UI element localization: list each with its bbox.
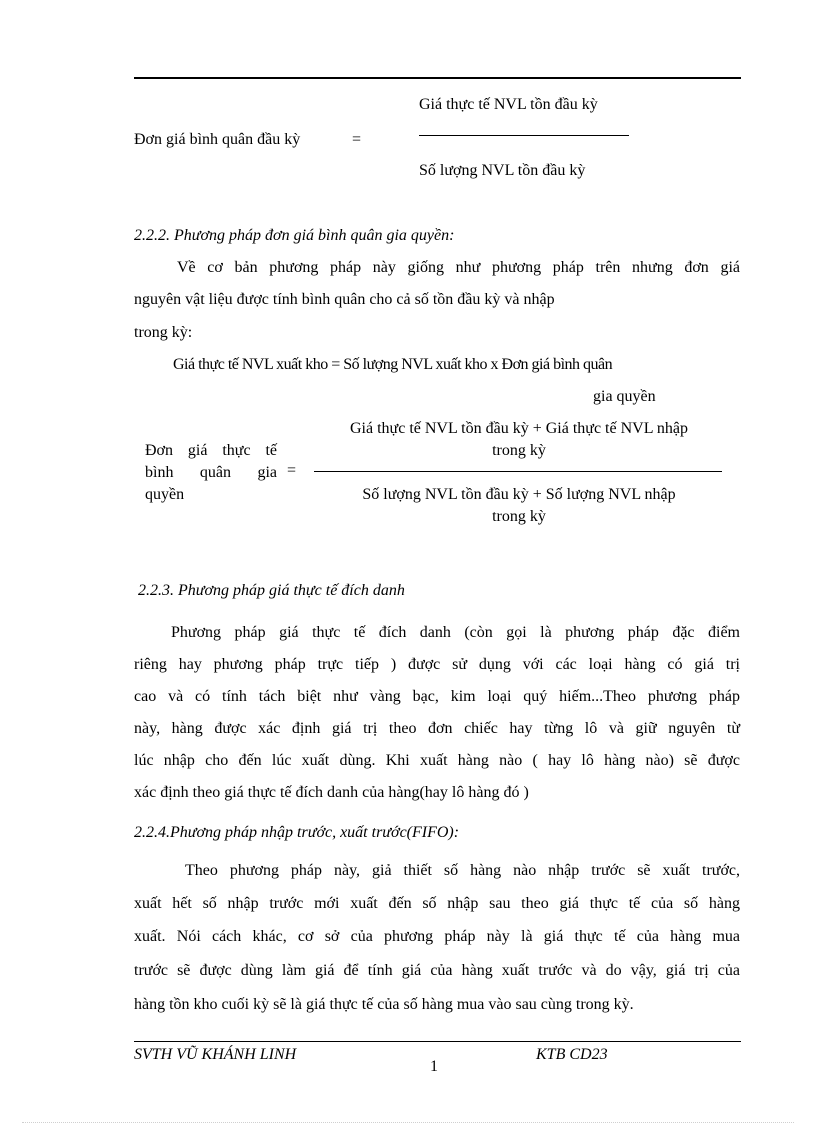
formula-export-value: Giá thực tế NVL xuất kho = Số lượng NVL xuất kho x Đơn giá bình quân bbox=[173, 356, 613, 373]
section-223-line4: này, hàng được xác định giá trị theo đơn chiếc hay từng lô và giữ nguyên từ bbox=[134, 720, 740, 737]
formula1-lhs: Đơn giá bình quân đầu kỳ bbox=[134, 131, 301, 148]
formula2-denominator-line2: trong kỳ bbox=[492, 508, 546, 525]
section-222-line1: Về cơ bản phương pháp này giống như phương pháp trên nhưng đơn giá bbox=[177, 259, 740, 276]
formula2-lhs-line3: quyền bbox=[145, 486, 185, 503]
formula2-denominator bbox=[314, 484, 724, 528]
formula-export-value-cont: gia quyền bbox=[593, 388, 656, 405]
formula2-lhs-line2: bình quân gia bbox=[145, 464, 277, 481]
section-223-line1: Phương pháp giá thực tế đích danh (còn gọi là phương pháp đặc điểm bbox=[171, 624, 740, 641]
formula2-numerator bbox=[314, 418, 724, 462]
footer-class-code: KTB CD23 bbox=[536, 1046, 608, 1063]
formula2-numerator-line1: Giá thực tế NVL tồn đầu kỳ + Giá thực tế NVL nhập bbox=[350, 420, 688, 437]
formula1-numerator: Giá thực tế NVL tồn đầu kỳ bbox=[419, 96, 598, 113]
formula2-lhs-line1: Đơn giá thực tế bbox=[145, 442, 277, 459]
formula1-equals: = bbox=[352, 131, 362, 148]
header-rule bbox=[134, 77, 741, 79]
formula2-equals: = bbox=[287, 462, 297, 479]
section-222-heading: 2.2.2. Phương pháp đơn giá bình quân gia quyền: bbox=[134, 227, 455, 244]
footer-page-number: 1 bbox=[430, 1058, 438, 1075]
section-224-heading: 2.2.4.Phương pháp nhập trước, xuất trước(FIFO): bbox=[134, 824, 460, 841]
section-223-line3: cao và có tính tách biệt như vàng bạc, kim loại quý hiếm...Theo phương pháp bbox=[134, 688, 740, 705]
section-224-line5: hàng tồn kho cuối kỳ sẽ là giá thực tế của số hàng mua vào sau cùng trong kỳ. bbox=[134, 996, 634, 1013]
footer-rule bbox=[134, 1041, 741, 1042]
formula1-denominator: Số lượng NVL tồn đầu kỳ bbox=[419, 162, 586, 179]
section-223-line6: xác định theo giá thực tế đích danh của hàng(hay lô hàng đó ) bbox=[134, 784, 529, 801]
formula2-fraction-bar bbox=[314, 471, 722, 472]
section-224-line4: trước sẽ được dùng làm giá để tính giá của hàng xuất trước và do vậy, giá trị của bbox=[134, 962, 740, 979]
formula2-lhs bbox=[145, 440, 277, 506]
footer-author: SVTH VŨ KHÁNH LINH bbox=[134, 1046, 297, 1063]
section-223-line5: lúc nhập cho đến lúc xuất dùng. Khi xuất hàng nào ( hay lô hàng nào) sẽ được bbox=[134, 752, 740, 769]
section-223-line2: riêng hay phương pháp trực tiếp ) được sử dụng với các loại hàng có giá trị bbox=[134, 656, 740, 673]
formula2-numerator-line2: trong kỳ bbox=[492, 442, 546, 459]
section-224-line3: xuất. Nói cách khác, cơ sở của phương pháp này là giá thực tế của hàng mua bbox=[134, 928, 740, 945]
section-222-line2: nguyên vật liệu được tính bình quân cho cả số tồn đầu kỳ và nhập bbox=[134, 291, 555, 308]
section-222-line3: trong kỳ: bbox=[134, 324, 193, 341]
section-224-line2: xuất hết số nhập trước mới xuất đến số nhập sau theo giá thực tế của số hàng bbox=[134, 895, 740, 912]
section-224-line1: Theo phương pháp này, giả thiết số hàng nào nhập trước sẽ xuất trước, bbox=[185, 862, 740, 879]
section-223-heading: 2.2.3. Phương pháp giá thực tế đích danh bbox=[138, 582, 405, 599]
formula2-denominator-line1: Số lượng NVL tồn đầu kỳ + Số lượng NVL nhập bbox=[362, 486, 676, 503]
formula1-fraction-bar bbox=[419, 135, 629, 136]
